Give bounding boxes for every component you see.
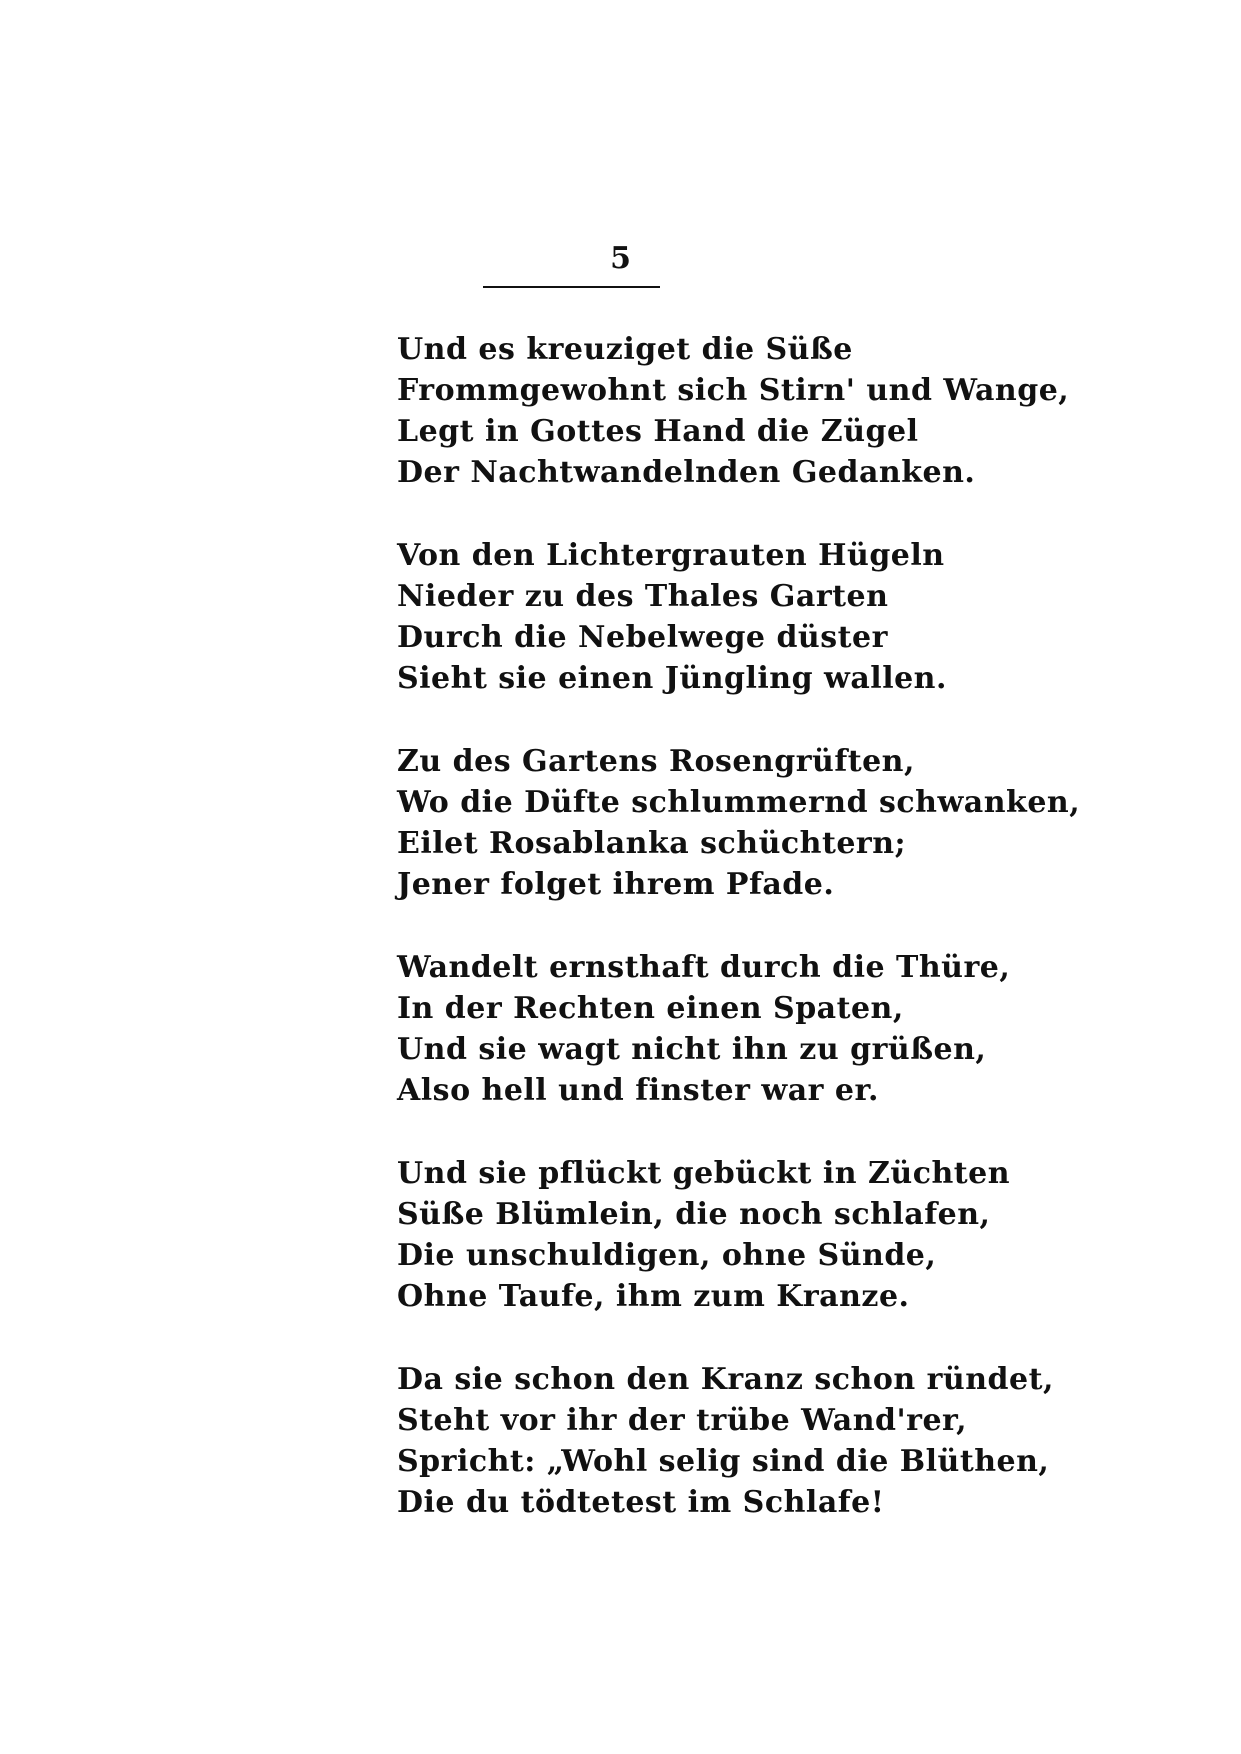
poem-line: Der Nachtwandelnden Gedanken.: [397, 455, 976, 490]
poem-body: [397, 329, 1177, 1565]
poem-line: Frommgewohnt sich Stirn' und Wange,: [397, 373, 1070, 408]
poem-line: Spricht: „Wohl selig sind die Blüthen,: [397, 1444, 1050, 1479]
poem-line: Zu des Gartens Rosengrüften,: [397, 744, 915, 779]
stanza-6: [397, 1359, 1177, 1523]
poem-line: In der Rechten einen Spaten,: [397, 991, 904, 1026]
poem-line: Ohne Taufe, ihm zum Kranze.: [397, 1279, 910, 1314]
poem-line: Süße Blümlein, die noch schlafen,: [397, 1197, 991, 1232]
poem-line: Die du tödtetest im Schlafe!: [397, 1485, 885, 1520]
poem-line: Da sie schon den Kranz schon ründet,: [397, 1362, 1054, 1397]
poem-line: Sieht sie einen Jüngling wallen.: [397, 661, 947, 696]
poem-line: Wo die Düfte schlummernd schwanken,: [397, 785, 1081, 820]
poem-line: Nieder zu des Thales Garten: [397, 579, 889, 614]
poem-line: Von den Lichtergrauten Hügeln: [397, 538, 945, 573]
poem-line: Durch die Nebelwege düster: [397, 620, 888, 655]
poem-line: Die unschuldigen, ohne Sünde,: [397, 1238, 937, 1273]
stanza-5: [397, 1153, 1177, 1317]
poem-line: Steht vor ihr der trübe Wand'rer,: [397, 1403, 968, 1438]
poem-line: Eilet Rosablanka schüchtern;: [397, 826, 907, 861]
stanza-4: [397, 947, 1177, 1111]
poem-line: Jener folget ihrem Pfade.: [397, 867, 835, 902]
stanza-2: [397, 535, 1177, 699]
page-number: 5: [610, 241, 631, 276]
stanza-3: [397, 741, 1177, 905]
poem-line: Wandelt ernsthaft durch die Thüre,: [397, 950, 1011, 985]
poem-line: Also hell und finster war er.: [397, 1073, 879, 1108]
poem-line: Und sie pflückt gebückt in Züchten: [397, 1156, 1011, 1191]
poem-line: Und es kreuziget die Süße: [397, 332, 853, 367]
header-rule: [483, 286, 660, 288]
poem-line: Legt in Gottes Hand die Zügel: [397, 414, 919, 449]
poem-line: Und sie wagt nicht ihn zu grüßen,: [397, 1032, 987, 1067]
stanza-1: [397, 329, 1177, 493]
